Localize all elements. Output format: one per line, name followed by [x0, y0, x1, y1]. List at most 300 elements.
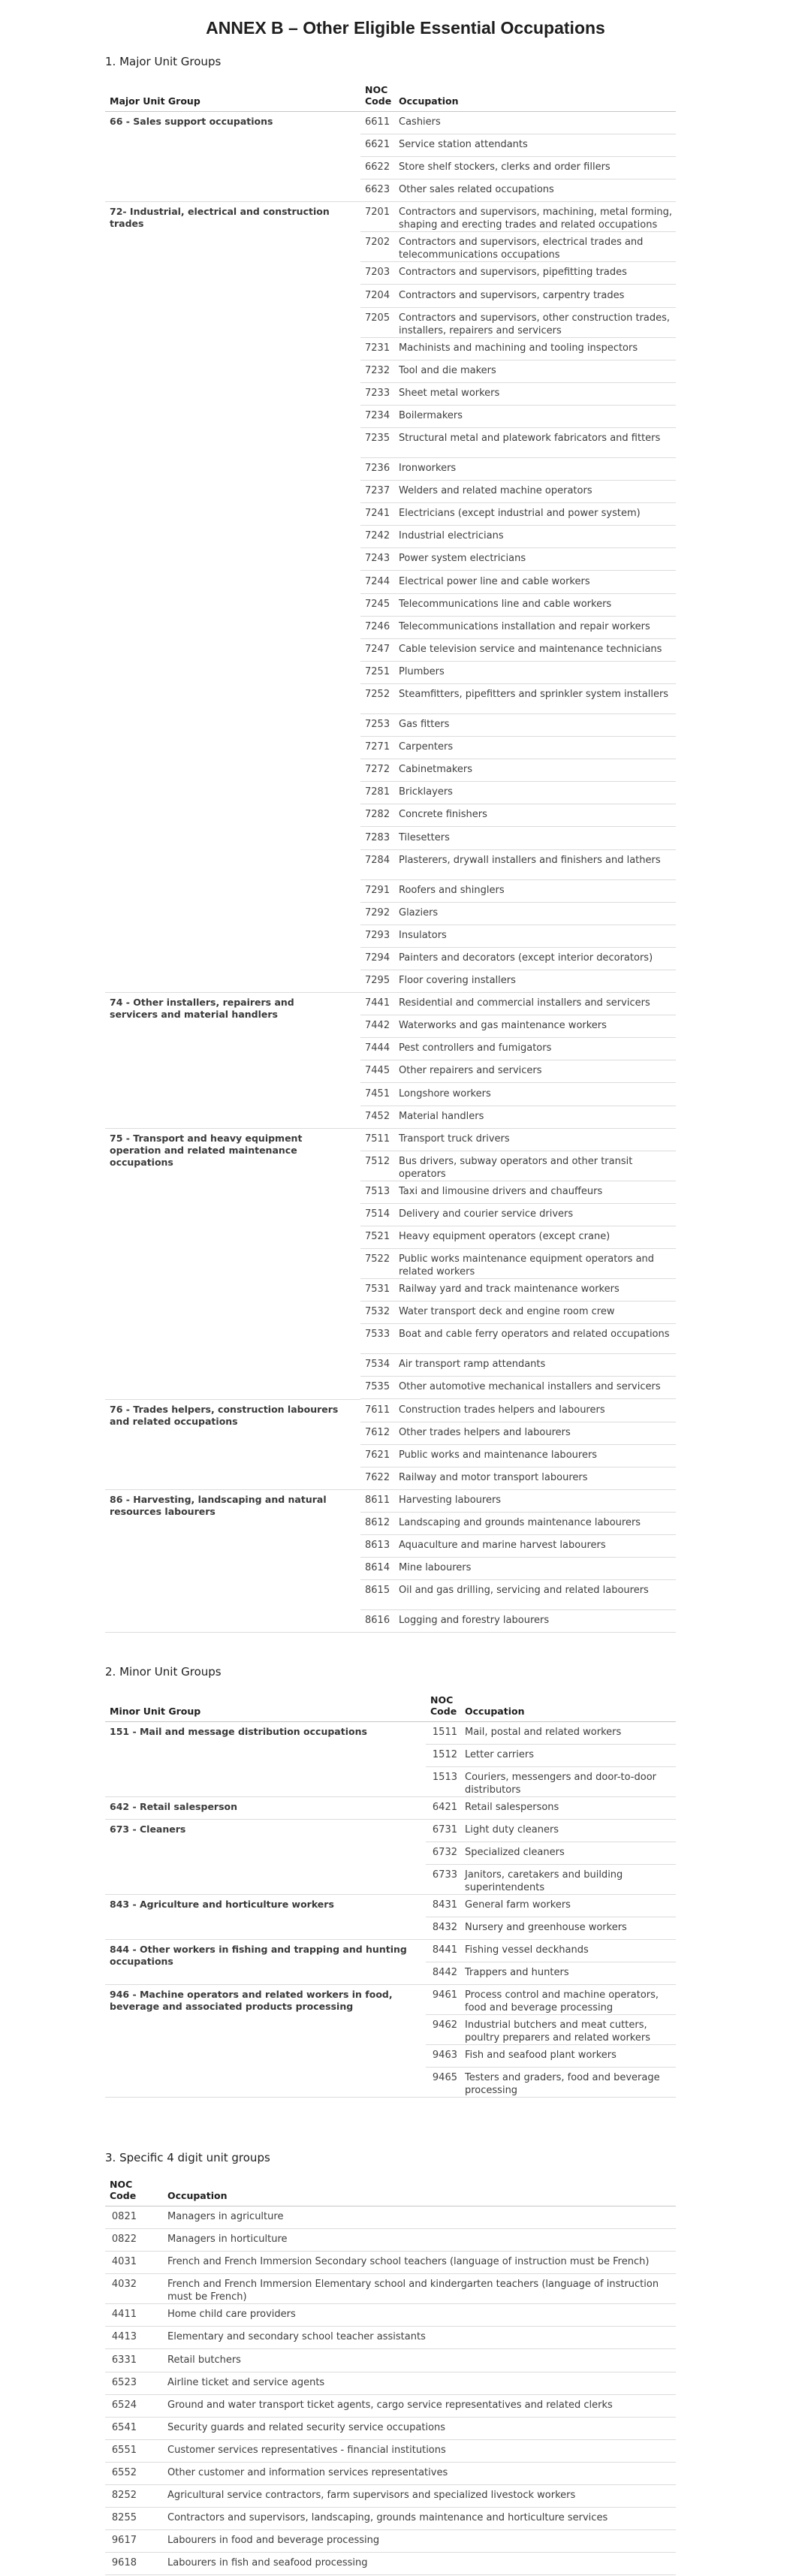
occupation-name: Oil and gas drilling, servicing and related labourers — [399, 1585, 649, 1597]
occupation-name: Contractors and supervisors, other construction trades, installers, repairers and servicers — [399, 312, 671, 336]
noc-code: 7622 — [365, 1471, 390, 1483]
unit-group-name: 843 - Agriculture and horticulture workers — [110, 1899, 334, 1910]
occupation-name: Other trades helpers and labourers — [399, 1426, 571, 1438]
noc-code: 8442 — [432, 1967, 457, 1978]
occupation-name: Plasterers, drywall installers and finishers and lathers — [399, 854, 661, 866]
table-row — [105, 2508, 676, 2530]
table-row — [105, 1084, 676, 1106]
noc-code: 6621 — [365, 139, 390, 151]
occupation-name: Elementary and secondary school teacher assistants — [167, 2331, 426, 2343]
noc-code: 9618 — [111, 2557, 137, 2569]
occupation-name: Letter carriers — [465, 1749, 534, 1760]
occupation-name: Mail, postal and related workers — [465, 1727, 622, 1738]
noc-code: 7445 — [365, 1065, 390, 1077]
noc-code: 7204 — [365, 289, 390, 301]
noc-code: 1511 — [432, 1727, 457, 1738]
noc-code: 6623 — [365, 184, 390, 196]
unit-group-name: 151 - Mail and message distribution occupations — [110, 1726, 367, 1737]
occupation-name: Cabinetmakers — [399, 764, 473, 776]
occupation-name: Cashiers — [399, 116, 441, 128]
noc-code: 7242 — [365, 530, 390, 542]
occupation-name: Air transport ramp attendants — [399, 1359, 546, 1371]
table-row — [105, 2015, 676, 2045]
column-header-noc-code: NOC Code — [430, 1694, 457, 1717]
table-row — [105, 383, 676, 406]
table-row — [105, 662, 676, 684]
table-row — [105, 2350, 676, 2372]
unit-group-name: 72- Industrial, electrical and construction trades — [110, 206, 330, 230]
noc-code: 7237 — [365, 485, 390, 497]
occupation-name: Labourers in food and beverage processing — [167, 2535, 380, 2547]
table-row — [105, 1917, 676, 1940]
noc-code: 7253 — [365, 719, 390, 730]
noc-code: 7293 — [365, 929, 390, 941]
noc-code: 9617 — [111, 2535, 137, 2547]
table-row — [105, 617, 676, 639]
row-divider — [426, 2097, 676, 2098]
occupation-name: Labourers in fish and seafood processing — [167, 2557, 368, 2569]
table-row — [105, 262, 676, 285]
occupation-name: Tilesetters — [399, 831, 450, 843]
occupation-name: Steamfitters, pipefitters and sprinkler system installers — [399, 689, 669, 700]
noc-code: 7452 — [365, 1110, 390, 1122]
noc-code: 7235 — [365, 433, 390, 444]
noc-code: 7252 — [365, 689, 390, 700]
noc-code: 8255 — [111, 2512, 137, 2524]
noc-code: 7295 — [365, 975, 390, 986]
occupation-name: Machinists and machining and tooling inspectors — [399, 342, 638, 354]
table-row — [105, 1279, 676, 1302]
table-row — [105, 1985, 676, 2015]
occupation-name: Contractors and supervisors, carpentry trades — [399, 289, 625, 301]
table-row — [105, 1129, 676, 1151]
noc-code: 7282 — [365, 809, 390, 821]
occupation-name: Sheet metal workers — [399, 387, 500, 399]
unit-group-name: 66 - Sales support occupations — [110, 116, 273, 127]
noc-code: 7522 — [365, 1253, 390, 1265]
occupation-name: Nursery and greenhouse workers — [465, 1922, 627, 1933]
table-row — [105, 970, 676, 993]
table-row — [105, 1513, 676, 1535]
table-row — [105, 948, 676, 970]
table-row — [105, 285, 676, 308]
occupation-name: Contractors and supervisors, machining, metal forming, shaping and erecting trades and related occupations — [399, 207, 672, 231]
occupation-name: Delivery and courier service drivers — [399, 1208, 574, 1220]
occupation-name: Trappers and hunters — [465, 1967, 569, 1978]
noc-code: 6523 — [111, 2376, 137, 2388]
table-row — [105, 503, 676, 526]
table-body — [105, 1722, 676, 2098]
occupation-name: Bricklayers — [399, 786, 453, 798]
occupation-name: Home child care providers — [167, 2309, 296, 2321]
noc-code: 9462 — [432, 2019, 457, 2031]
table-row — [105, 782, 676, 804]
table-row — [105, 1181, 676, 1204]
occupation-name: Waterworks and gas maintenance workers — [399, 1020, 607, 1032]
section-heading: 1. Major Unit Groups — [105, 55, 222, 68]
noc-code: 6541 — [111, 2421, 137, 2433]
table-row — [105, 2440, 676, 2463]
table-row — [105, 828, 676, 850]
noc-code: 8615 — [365, 1585, 390, 1597]
occupation-name: Boat and cable ferry operators and related occupations — [399, 1329, 670, 1341]
column-header-group: Major Unit Group — [110, 95, 200, 107]
noc-code: 7514 — [365, 1208, 390, 1220]
occupation-name: Fish and seafood plant workers — [465, 2050, 617, 2061]
noc-code: 9463 — [432, 2050, 457, 2061]
noc-code: 4413 — [111, 2331, 137, 2343]
noc-code: 7202 — [365, 237, 390, 249]
column-header-group: Minor Unit Group — [110, 1706, 201, 1717]
occupation-name: Structural metal and platework fabricators and fitters — [399, 433, 661, 444]
noc-code: 7233 — [365, 387, 390, 399]
occupation-name: Couriers, messengers and door-to-door distributors — [465, 1772, 656, 1796]
table-row — [105, 1445, 676, 1467]
noc-code: 8611 — [365, 1494, 390, 1506]
noc-code: 7203 — [365, 267, 390, 279]
table-header — [105, 2171, 676, 2206]
table-row — [105, 338, 676, 360]
occupation-name: Agricultural service contractors, farm supervisors and specialized livestock workers — [167, 2490, 576, 2502]
noc-code: 7521 — [365, 1231, 390, 1242]
column-header-noc-code: NOC Code — [110, 2179, 137, 2201]
occupation-name: Industrial electricians — [399, 530, 504, 542]
table-row — [105, 737, 676, 759]
noc-code: 7205 — [365, 312, 390, 324]
noc-code: 6551 — [111, 2444, 137, 2456]
table-row — [105, 1151, 676, 1181]
table-row — [105, 1842, 676, 1865]
occupation-name: Aquaculture and marine harvest labourers — [399, 1540, 606, 1552]
table-row — [105, 2327, 676, 2349]
table-row — [105, 112, 676, 134]
occupation-name: Harvesting labourers — [399, 1494, 502, 1506]
occupation-name: French and French Immersion Elementary school and kindergarten teachers (language of instruction must be French) — [167, 2279, 659, 2303]
noc-code: 4411 — [111, 2309, 137, 2321]
noc-code: 7451 — [365, 1087, 390, 1099]
table-row — [105, 1558, 676, 1580]
noc-code: 6611 — [365, 116, 390, 128]
occupation-name: Railway yard and track maintenance workers — [399, 1283, 620, 1296]
table-row — [105, 759, 676, 782]
noc-code: 8431 — [432, 1899, 457, 1911]
table-row — [105, 1249, 676, 1279]
table-row — [105, 925, 676, 948]
occupation-name: Carpenters — [399, 741, 454, 753]
table-row — [105, 572, 676, 594]
table-row — [105, 2206, 676, 2229]
occupation-name: Boilermakers — [399, 409, 463, 421]
page-title: ANNEX B – Other Eligible Essential Occupations — [206, 18, 605, 38]
section-major-unit-groups — [105, 54, 676, 1633]
occupation-name: Service station attendants — [399, 139, 528, 151]
table-row — [105, 1422, 676, 1445]
row-divider — [360, 1632, 676, 1633]
noc-code: 4032 — [111, 2279, 137, 2291]
occupation-name: Contractors and supervisors, pipefitting trades — [399, 267, 627, 279]
unit-group-name: 844 - Other workers in fishing and trapping and hunting occupations — [110, 1944, 407, 1967]
occupation-name: Roofers and shinglers — [399, 884, 505, 896]
occupation-name: Managers in agriculture — [167, 2211, 284, 2222]
table-row — [105, 1820, 676, 1842]
occupation-name: Retail salespersons — [465, 1802, 559, 1813]
noc-code: 8616 — [365, 1615, 390, 1627]
occupation-name: Ironworkers — [399, 463, 457, 474]
table-row — [105, 2372, 676, 2395]
noc-code: 7245 — [365, 598, 390, 610]
noc-code: 7512 — [365, 1155, 390, 1167]
noc-code: 6732 — [432, 1847, 457, 1858]
noc-code: 7247 — [365, 643, 390, 655]
noc-code: 7535 — [365, 1381, 390, 1393]
occupation-name: Other automotive mechanical installers and servicers — [399, 1381, 661, 1393]
noc-code: 7294 — [365, 952, 390, 964]
occupation-name: Electricians (except industrial and power system) — [399, 508, 641, 520]
noc-code: 7283 — [365, 831, 390, 843]
table-row — [105, 157, 676, 179]
noc-code: 0821 — [111, 2211, 137, 2222]
section-heading: 3. Specific 4 digit unit groups — [105, 2151, 270, 2164]
table-row — [105, 2304, 676, 2327]
noc-code: 6733 — [432, 1869, 457, 1881]
table-header — [105, 1685, 676, 1722]
occupation-name: Taxi and limousine drivers and chauffeurs — [399, 1185, 603, 1197]
noc-code: 7246 — [365, 620, 390, 632]
occupation-name: Testers and graders, food and beverage processing — [465, 2072, 660, 2096]
occupation-name: Plumbers — [399, 665, 445, 677]
occupation-name: Cable television service and maintenance technicians — [399, 643, 662, 655]
occupation-name: Gas fitters — [399, 719, 450, 730]
unit-group-name: 75 - Transport and heavy equipment operation and related maintenance occupations — [110, 1132, 303, 1168]
occupation-name: Contractors and supervisors, landscaping, grounds maintenance and horticulture services — [167, 2512, 608, 2524]
occupation-name: Customer services representatives - financial institutions — [167, 2444, 446, 2456]
noc-code: 7231 — [365, 342, 390, 354]
noc-code: 8252 — [111, 2490, 137, 2502]
table-row — [105, 2463, 676, 2485]
table-row — [105, 1467, 676, 1490]
noc-code: 7621 — [365, 1449, 390, 1461]
noc-code: 7513 — [365, 1185, 390, 1197]
occupation-name: Water transport deck and engine room crew — [399, 1306, 615, 1318]
unit-group-name: 76 - Trades helpers, construction labourers and related occupations — [110, 1403, 339, 1427]
occupation-name: Longshore workers — [399, 1087, 491, 1099]
occupation-name: Other sales related occupations — [399, 184, 554, 196]
noc-code: 7272 — [365, 764, 390, 776]
table-row — [105, 2395, 676, 2418]
table-row — [105, 232, 676, 262]
unit-group-name: 74 - Other installers, repairers and servicers and material handlers — [110, 997, 294, 1021]
noc-code: 6622 — [365, 161, 390, 173]
unit-group-name: 673 - Cleaners — [110, 1823, 186, 1835]
table-row — [105, 2530, 676, 2553]
column-header-noc-code: NOC Code — [365, 84, 392, 107]
table-row — [105, 1797, 676, 1820]
occupation-name: Ground and water transport ticket agents, cargo service representatives and related clerks — [167, 2399, 613, 2411]
table-row — [105, 406, 676, 428]
occupation-name: Retail butchers — [167, 2354, 241, 2366]
table-row — [105, 548, 676, 571]
table-row — [105, 1895, 676, 1917]
noc-code: 6524 — [111, 2399, 137, 2411]
occupation-name: French and French Immersion Secondary school teachers (language of instruction must be French) — [167, 2256, 650, 2268]
table-row — [105, 1324, 676, 1354]
table-row — [105, 202, 676, 232]
noc-code: 7532 — [365, 1306, 390, 1318]
table-row — [105, 2418, 676, 2440]
occupation-name: Railway and motor transport labourers — [399, 1471, 588, 1483]
table-row — [105, 2229, 676, 2252]
occupation-name: Concrete finishers — [399, 809, 487, 821]
table-row — [105, 2252, 676, 2274]
noc-code: 7201 — [365, 207, 390, 219]
noc-code: 7511 — [365, 1133, 390, 1145]
noc-code: 6421 — [432, 1802, 457, 1813]
noc-code: 8612 — [365, 1517, 390, 1528]
table-row — [105, 360, 676, 383]
table-row — [105, 1060, 676, 1083]
table-row — [105, 1038, 676, 1060]
column-header-occupation: Occupation — [465, 1706, 525, 1717]
occupation-name: Landscaping and grounds maintenance labourers — [399, 1517, 641, 1528]
noc-code: 8613 — [365, 1540, 390, 1552]
occupation-name: Security guards and related security service occupations — [167, 2421, 446, 2433]
occupation-name: General farm workers — [465, 1899, 571, 1911]
noc-code: 7271 — [365, 741, 390, 753]
occupation-name: Power system electricians — [399, 553, 526, 565]
table-row — [105, 639, 676, 662]
occupation-name: Welders and related machine operators — [399, 485, 592, 497]
table-row — [105, 1302, 676, 1324]
noc-code: 1513 — [432, 1772, 457, 1783]
noc-code: 7243 — [365, 553, 390, 565]
occupation-name: Transport truck drivers — [399, 1133, 510, 1145]
occupation-name: Other repairers and servicers — [399, 1065, 542, 1077]
table-row — [105, 1962, 676, 1985]
occupation-name: Store shelf stockers, clerks and order fillers — [399, 161, 611, 173]
table-row — [105, 1106, 676, 1129]
noc-code: 4031 — [111, 2256, 137, 2268]
noc-code: 9461 — [432, 1989, 457, 2001]
occupation-name: Public works maintenance equipment operators and related workers — [399, 1253, 655, 1278]
table-row — [105, 134, 676, 157]
table-row — [105, 1490, 676, 1513]
noc-code: 7251 — [365, 665, 390, 677]
noc-code: 7291 — [365, 884, 390, 896]
occupation-name: Specialized cleaners — [465, 1847, 565, 1858]
table-row — [105, 1940, 676, 1962]
table-row — [105, 1722, 676, 1745]
noc-code: 7444 — [365, 1042, 390, 1054]
noc-code: 7241 — [365, 508, 390, 520]
noc-code: 9465 — [432, 2072, 457, 2083]
noc-code: 8441 — [432, 1944, 457, 1956]
occupation-name: Pest controllers and fumigators — [399, 1042, 552, 1054]
noc-code: 6552 — [111, 2467, 137, 2478]
occupation-name: Glaziers — [399, 906, 439, 918]
noc-code: 7611 — [365, 1404, 390, 1416]
unit-group-name: 642 - Retail salesperson — [110, 1801, 238, 1812]
occupation-name: Material handlers — [399, 1110, 484, 1122]
occupation-name: Residential and commercial installers and servicers — [399, 997, 650, 1009]
occupation-name: Managers in horticulture — [167, 2234, 288, 2246]
table-row — [105, 1204, 676, 1226]
table-row — [105, 903, 676, 925]
noc-code: 1512 — [432, 1749, 457, 1760]
occupation-name: Airline ticket and service agents — [167, 2376, 325, 2388]
noc-code: 8432 — [432, 1922, 457, 1933]
section-heading: 2. Minor Unit Groups — [105, 1665, 222, 1679]
noc-code: 8614 — [365, 1562, 390, 1574]
table-row — [105, 1745, 676, 1767]
occupation-name: Contractors and supervisors, electrical trades and telecommunications occupations — [399, 237, 644, 261]
occupation-name: Insulators — [399, 929, 447, 941]
occupation-name: Industrial butchers and meat cutters, poultry preparers and related workers — [465, 2019, 650, 2044]
table-body — [105, 2206, 676, 2576]
column-header-occupation: Occupation — [167, 2190, 228, 2201]
table-row — [105, 804, 676, 827]
occupation-name: Bus drivers, subway operators and other transit operators — [399, 1155, 633, 1180]
table-row — [105, 1610, 676, 1633]
occupation-name: Floor covering installers — [399, 975, 516, 986]
table-row — [105, 308, 676, 338]
occupation-name: Light duty cleaners — [465, 1824, 559, 1835]
unit-group-name: 86 - Harvesting, landscaping and natural resources labourers — [110, 1493, 327, 1517]
table-row — [105, 2045, 676, 2068]
occupation-name: Electrical power line and cable workers — [399, 575, 590, 587]
table-row — [105, 2485, 676, 2508]
noc-code: 7531 — [365, 1283, 390, 1296]
occupation-name: Telecommunications line and cable workers — [399, 598, 612, 610]
occupation-name: Mine labourers — [399, 1562, 472, 1574]
occupation-name: Construction trades helpers and labourers — [399, 1404, 605, 1416]
row-divider — [105, 2574, 676, 2575]
table-row — [105, 179, 676, 202]
noc-code: 7244 — [365, 575, 390, 587]
table-row — [105, 880, 676, 903]
noc-code: 7534 — [365, 1359, 390, 1371]
occupation-name: Other customer and information services representatives — [167, 2467, 448, 2478]
table-row — [105, 1580, 676, 1610]
table-row — [105, 1377, 676, 1399]
noc-code: 6731 — [432, 1824, 457, 1835]
table-row — [105, 526, 676, 548]
table-header — [105, 75, 676, 112]
group-divider — [105, 2097, 426, 2098]
table-row — [105, 428, 676, 458]
column-header-occupation: Occupation — [399, 95, 459, 107]
table-row — [105, 1015, 676, 1038]
noc-code: 7292 — [365, 906, 390, 918]
table-row — [105, 594, 676, 617]
group-divider — [105, 1632, 360, 1633]
table-row — [105, 1354, 676, 1377]
table-row — [105, 458, 676, 481]
table-row — [105, 714, 676, 737]
table-row — [105, 481, 676, 503]
noc-code: 7441 — [365, 997, 390, 1009]
noc-code: 7442 — [365, 1020, 390, 1032]
occupation-name: Logging and forestry labourers — [399, 1615, 550, 1627]
occupation-name: Janitors, caretakers and building superintendents — [465, 1869, 623, 1893]
noc-code: 6331 — [111, 2354, 137, 2366]
noc-code: 7234 — [365, 409, 390, 421]
occupation-name: Public works and maintenance labourers — [399, 1449, 598, 1461]
occupation-name: Process control and machine operators, food and beverage processing — [465, 1989, 659, 2013]
noc-code: 7232 — [365, 364, 390, 376]
noc-code: 7612 — [365, 1426, 390, 1438]
table-row — [105, 1535, 676, 1558]
table-row — [105, 993, 676, 1015]
